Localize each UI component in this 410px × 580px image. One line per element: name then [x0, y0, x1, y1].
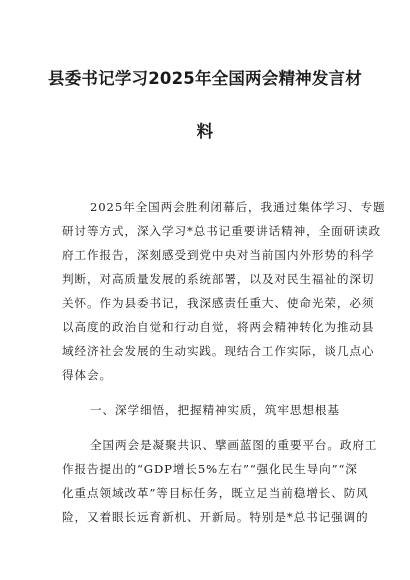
paragraph-line: 研讨等方式，深入学习*总书记重要讲话精神，全面研读政	[62, 224, 382, 238]
paragraph-line: 作报告提出的“GDP增长5%左右”“强化民生导向”“深	[62, 462, 358, 476]
paragraph-line: 域经济社会发展的生动实践。现结合工作实际，谈几点心	[62, 344, 375, 358]
document-title-line-1: 县委书记学习2025年全国两会精神发言材	[48, 69, 362, 88]
paragraph-line: 得体会。	[62, 368, 112, 382]
paragraph-line: 关怀。作为县委书记，我深感责任重大、使命光荣，必须	[62, 296, 375, 310]
paragraph-line: 府工作报告，深刻感受到党中央对当前国内外形势的科学	[62, 248, 375, 262]
paragraph-line: 以高度的政治自觉和行动自觉，将两会精神转化为推动县	[62, 320, 375, 334]
paragraph-line: 2025年全国两会胜利闭幕后，我通过集体学习、专题	[90, 200, 386, 214]
paragraph-line: 全国两会是凝聚共识、擘画蓝图的重要平台。政府工	[90, 438, 378, 452]
paragraph-line: 判断，对高质量发展的系统部署，以及对民生福祉的深切	[62, 272, 375, 286]
paragraph-line: 化重点领域改革”等目标任务，既立足当前稳增长、防风	[62, 486, 369, 500]
paragraph-line: 险，又着眼长远育新机、开新局。特别是*总书记强调的	[62, 510, 369, 524]
section-heading: 一、深学细悟，把握精神实质，筑牢思想根基	[90, 403, 340, 417]
document-title-line-2: 料	[196, 122, 214, 141]
